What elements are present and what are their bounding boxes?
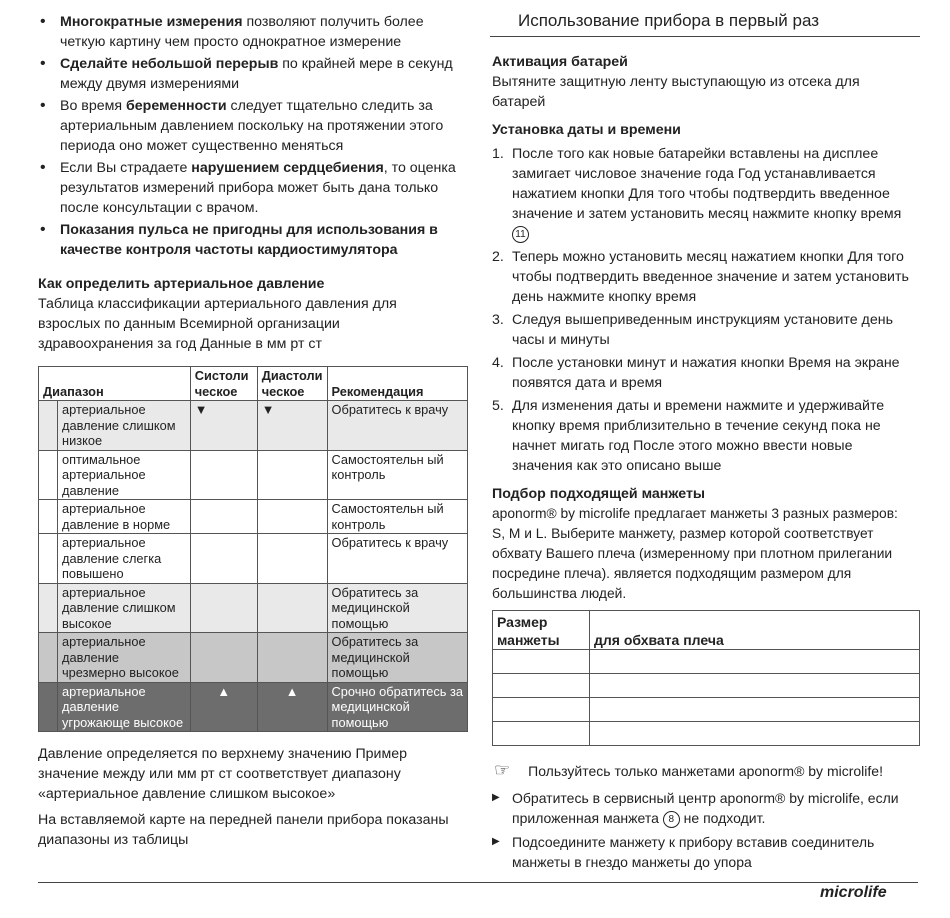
table-row bbox=[39, 633, 468, 683]
header-systolic: Систоли ческое bbox=[190, 367, 257, 401]
date-steps-list bbox=[492, 144, 914, 479]
list-item: 4. После установки минут и нажатия кнопки Время на экране появятся дата и время bbox=[492, 355, 900, 391]
row-color-marker bbox=[39, 682, 58, 732]
arrow-list bbox=[492, 788, 914, 872]
arrow-right-icon: ▶ bbox=[492, 836, 500, 847]
cell-diastolic: ▲ bbox=[257, 682, 327, 732]
arrow-right-icon: ▶ bbox=[492, 792, 500, 803]
cell-systolic bbox=[190, 450, 257, 500]
cell-recommendation: Обратитесь к врачу bbox=[327, 401, 467, 451]
battery-text: Вытяните защитную ленту выступающую из отсека для батарей bbox=[492, 74, 860, 110]
row-color-marker bbox=[39, 534, 58, 584]
cell-systolic bbox=[190, 534, 257, 584]
cell-diastolic bbox=[257, 450, 327, 500]
cell-range: артериальное давление слишком высокое bbox=[58, 583, 191, 633]
cell-range: артериальное давление в норме bbox=[58, 500, 191, 534]
list-item: • Многократные измерения позволяют получить более четкую картину чем просто однократное измерение bbox=[40, 13, 424, 50]
cell-range: артериальное давление слегка повышено bbox=[58, 534, 191, 584]
header-diastolic: Диастоли ческое bbox=[257, 367, 327, 401]
note-text: Пользуйтесь только манжетами aponorm® by microlife! bbox=[528, 763, 883, 779]
cell-recommendation: Обратитесь к врачу bbox=[327, 534, 467, 584]
bp-heading: Как определить артериальное давление bbox=[38, 276, 325, 292]
header-cuff-size: Размер манжеты bbox=[493, 611, 590, 650]
header-arm-circumference: для обхвата плеча bbox=[590, 611, 920, 650]
table-row bbox=[39, 682, 468, 732]
cuff-size-table bbox=[492, 610, 920, 746]
table-row bbox=[493, 722, 920, 746]
row-color-marker bbox=[39, 500, 58, 534]
cell-diastolic bbox=[257, 534, 327, 584]
cell-systolic bbox=[190, 583, 257, 633]
bp-card-text: На вставляемой карте на передней панели прибора показаны диапазоны из таблицы bbox=[38, 812, 449, 848]
cell-recommendation: Обратитесь за медицинской помощью bbox=[327, 583, 467, 633]
cell-systolic bbox=[190, 500, 257, 534]
cuff-text: aponorm® by microlife предлагает манжеты 3 разных размеров: S, M и L. Выберите манжету, размер которой соответствует обхвату Вашего плеча (измеренному при плотном прилегании посредине плеча). является подходящим размером для большинства людей. bbox=[492, 506, 898, 601]
brand-logo: microlife bbox=[820, 884, 887, 901]
cell-recommendation: Обратитесь за медицинской помощью bbox=[327, 633, 467, 683]
cell-systolic bbox=[190, 633, 257, 683]
table-row bbox=[39, 401, 468, 451]
section-title: Использование прибора в первый раз bbox=[518, 11, 820, 30]
table-row bbox=[493, 674, 920, 698]
pointing-hand-icon: ☞ bbox=[494, 760, 511, 780]
cell-range: артериальное давление слишком низкое bbox=[58, 401, 191, 451]
cell-diastolic: ▼ bbox=[257, 401, 327, 451]
cell-recommendation: Самостоятельн ый контроль bbox=[327, 500, 467, 534]
list-item: 1. После того как новые батарейки вставлены на дисплее замигает числовое значение года Год устанавливается нажатием кнопки Для того чтобы подтвердить введенное значение и затем установить месяц нажмите кнопку время 11 bbox=[492, 144, 914, 244]
bp-intro: Таблица классификации артериального давления для взрослых по данным Всемирной организации здравоохранения за год Данные в мм рт ст bbox=[38, 296, 397, 352]
cell-diastolic bbox=[257, 500, 327, 534]
header-range: Диапазон bbox=[39, 367, 191, 401]
table-header-row bbox=[39, 367, 468, 401]
cell-recommendation: Срочно обратитесь за медицинской помощью bbox=[327, 682, 467, 732]
cell-diastolic bbox=[257, 633, 327, 683]
list-item: • Во время беременности следует тщательно следить за артериальным давлением поскольку на протяжении этого периода оно может существенно меняться bbox=[40, 97, 444, 154]
table-row bbox=[39, 450, 468, 500]
cell-recommendation: Самостоятельн ый контроль bbox=[327, 450, 467, 500]
cell-systolic: ▲ bbox=[190, 682, 257, 732]
note-row bbox=[494, 760, 916, 781]
bp-example-text: Давление определяется по верхнему значению Пример значение между или мм рт ст соответствует диапазону «артериальное давление слишком высокое» bbox=[38, 746, 408, 802]
tips-list bbox=[38, 12, 468, 262]
table-header-row bbox=[493, 611, 920, 650]
list-item: 5. Для изменения даты и времени нажмите и удерживайте кнопку время приблизительно в течение секунд пока не начнет мигать год После этого можно ввести новые значения как это описано выше bbox=[492, 398, 885, 474]
cell-range: артериальное давление угрожающе высокое bbox=[58, 682, 191, 732]
list-item: • Показания пульса не пригодны для использования в качестве контроля частоты кардиостимулятора bbox=[40, 221, 438, 258]
list-item: ▶ Подсоедините манжету к прибору вставив соединитель манжеты в гнездо манжеты до упора bbox=[492, 834, 875, 870]
list-item: • Если Вы страдаете нарушением сердцебиения, то оценка результатов измерений прибора может быть дана только после консультации с врачом. bbox=[40, 159, 456, 216]
header-recommendation: Рекомендация bbox=[327, 367, 467, 401]
row-color-marker bbox=[39, 583, 58, 633]
cuff-heading: Подбор подходящей манжеты bbox=[492, 486, 706, 502]
row-color-marker bbox=[39, 450, 58, 500]
footer-divider bbox=[38, 882, 918, 883]
row-color-marker bbox=[39, 401, 58, 451]
battery-heading: Активация батарей bbox=[492, 54, 628, 70]
cell-range: оптимальное артериальное давление bbox=[58, 450, 191, 500]
callout-number-icon: 11 bbox=[512, 226, 529, 243]
list-item: ▶ Обратитесь в сервисный центр aponorm® by microlife, если приложенная манжета 8 не подходит. bbox=[492, 790, 899, 826]
cell-range: артериальное давление чрезмерно высокое bbox=[58, 633, 191, 683]
table-row bbox=[39, 583, 468, 633]
table-row bbox=[493, 650, 920, 674]
table-row bbox=[39, 534, 468, 584]
title-divider bbox=[490, 36, 920, 37]
row-color-marker bbox=[39, 633, 58, 683]
list-item: 3. Следуя вышеприведенным инструкциям установите день часы и минуты bbox=[492, 312, 893, 348]
table-row bbox=[493, 698, 920, 722]
cell-systolic: ▼ bbox=[190, 401, 257, 451]
cell-diastolic bbox=[257, 583, 327, 633]
callout-number-icon: 8 bbox=[663, 811, 680, 828]
list-item: 2. Теперь можно установить месяц нажатием кнопки Для того чтобы подтвердить введенное значение и затем установить день нажмите кнопку время bbox=[492, 249, 909, 305]
table-row bbox=[39, 500, 468, 534]
date-heading: Установка даты и времени bbox=[492, 122, 681, 138]
list-item: • Сделайте небольшой перерыв по крайней мере в секунд между двумя измерениями bbox=[40, 55, 453, 92]
bp-classification-table bbox=[38, 366, 468, 732]
